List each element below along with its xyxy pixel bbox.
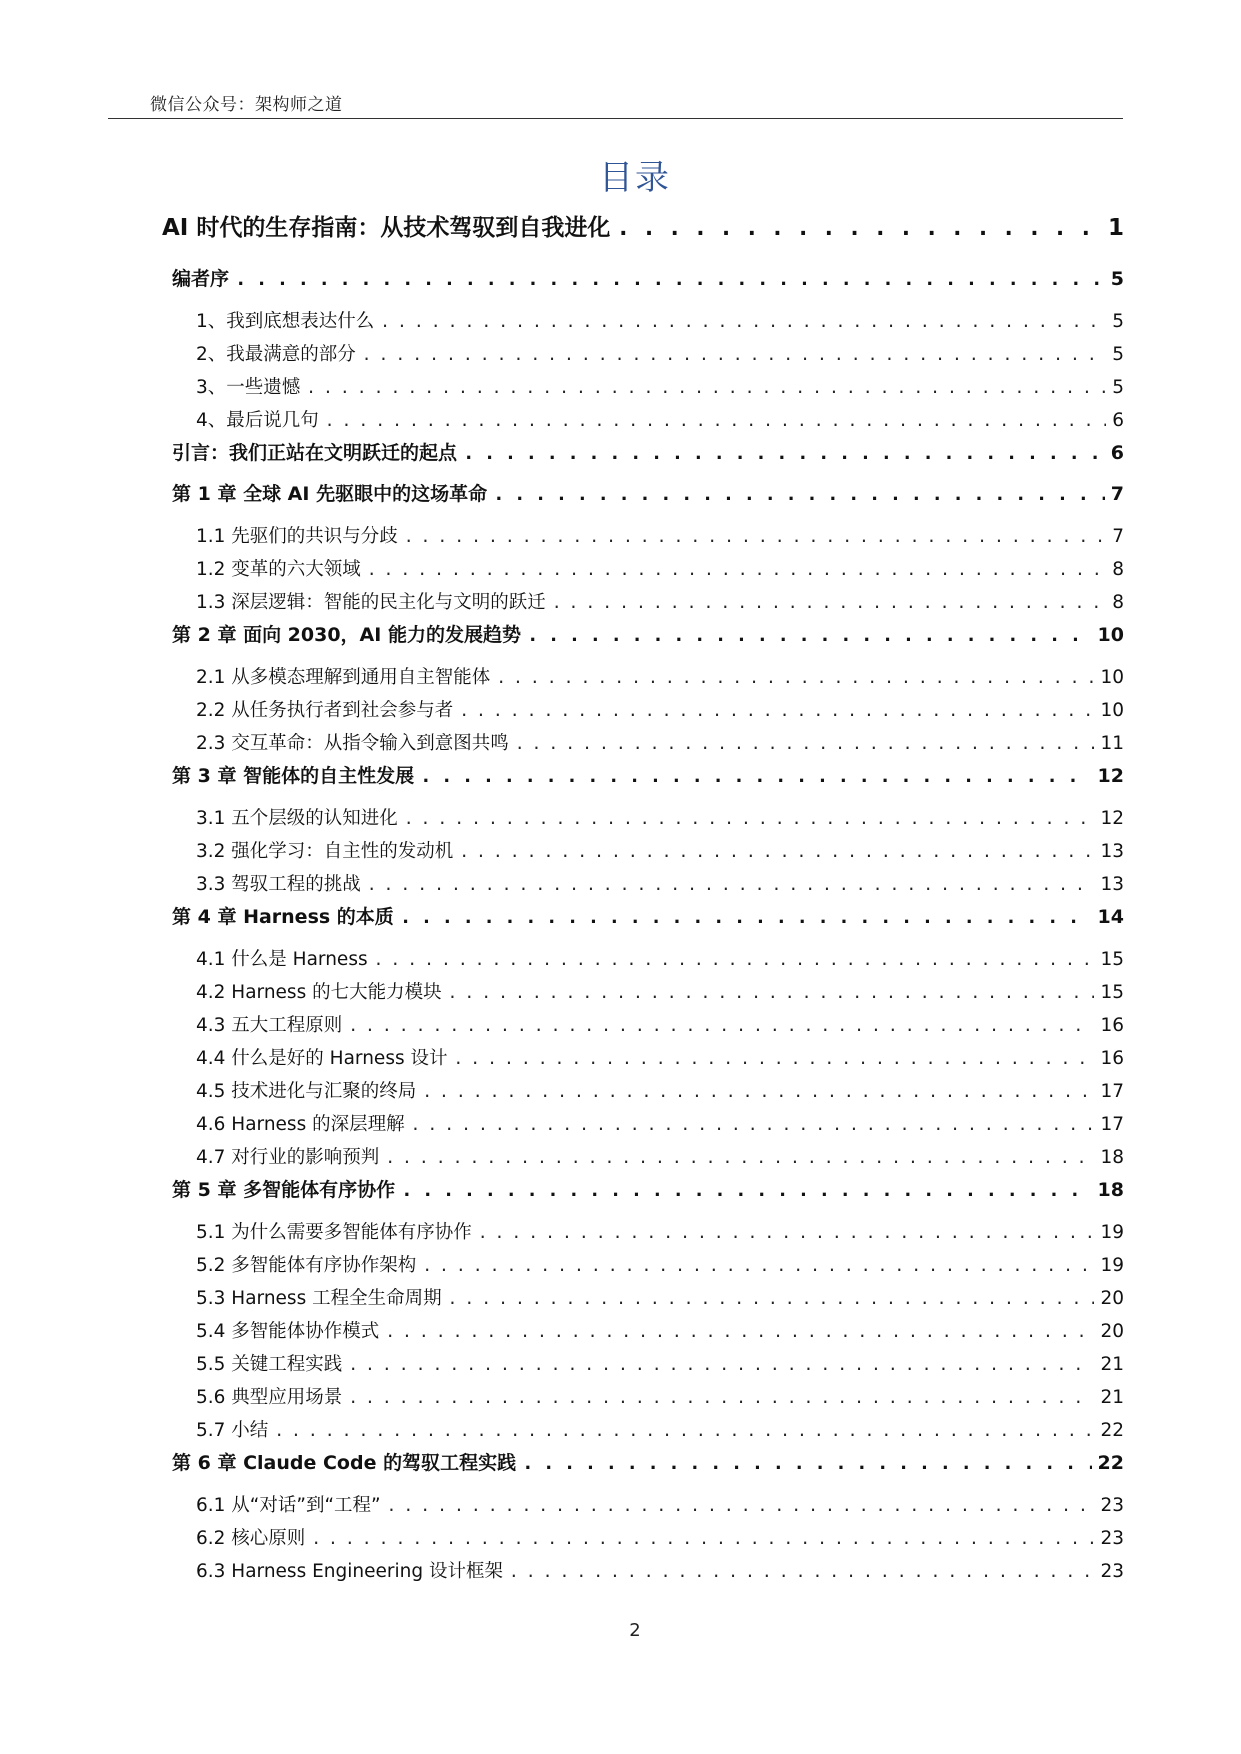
toc-entry-page: 21 bbox=[1100, 1353, 1124, 1375]
toc-entry-label: 第 5 章 多智能体有序协作 bbox=[172, 1179, 396, 1201]
toc-entry-page: 18 bbox=[1100, 1146, 1124, 1168]
toc-entry[interactable] bbox=[196, 978, 1124, 1004]
toc-entry[interactable] bbox=[196, 406, 1124, 432]
toc-dot-leader bbox=[422, 1082, 1094, 1101]
toc-dot-leader bbox=[348, 1388, 1094, 1407]
toc-entry-page: 20 bbox=[1100, 1287, 1124, 1309]
toc-entry-label: 4.2 Harness 的七大能力模块 bbox=[196, 981, 442, 1003]
toc-entry-label: 6.2 核心原则 bbox=[196, 1527, 306, 1549]
toc-entry-label: 5.1 为什么需要多智能体有序协作 bbox=[196, 1221, 472, 1243]
toc-entry[interactable] bbox=[196, 804, 1124, 830]
toc-entry[interactable] bbox=[196, 1383, 1124, 1409]
toc-entry[interactable] bbox=[196, 945, 1124, 971]
toc-dot-leader bbox=[522, 1452, 1091, 1474]
toc-entry-label: 4.6 Harness 的深层理解 bbox=[196, 1113, 405, 1135]
toc-entry[interactable] bbox=[196, 1491, 1124, 1517]
toc-entry-label: 5.7 小结 bbox=[196, 1419, 269, 1441]
header-text: 微信公众号：架构师之道 bbox=[150, 95, 343, 115]
toc-entry[interactable] bbox=[196, 696, 1124, 722]
toc-entry-page: 16 bbox=[1100, 1047, 1124, 1069]
toc-entry-page: 20 bbox=[1100, 1320, 1124, 1342]
toc-entry-page: 8 bbox=[1112, 558, 1124, 580]
toc-dot-leader bbox=[374, 950, 1095, 969]
toc-dot-leader bbox=[367, 560, 1106, 579]
toc-entry-label: 第 1 章 全球 AI 先驱眼中的这场革命 bbox=[172, 483, 488, 505]
toc-entry[interactable] bbox=[162, 209, 1124, 242]
toc-entry-page: 15 bbox=[1100, 948, 1124, 970]
toc-entry-label: 1.2 变革的六大领域 bbox=[196, 558, 361, 580]
toc-entry-page: 6 bbox=[1110, 442, 1124, 464]
toc-entry-label: 2.1 从多模态理解到通用自主智能体 bbox=[196, 666, 491, 688]
toc-entry-label: 4.5 技术进化与汇聚的终局 bbox=[196, 1080, 417, 1102]
toc-entry-page: 7 bbox=[1112, 525, 1124, 547]
toc-entry-label: 6.3 Harness Engineering 设计框架 bbox=[196, 1560, 503, 1582]
toc-entry[interactable] bbox=[196, 373, 1124, 399]
toc-entry[interactable] bbox=[196, 1143, 1124, 1169]
toc-entry[interactable] bbox=[172, 264, 1124, 291]
toc-entry-label: 5.3 Harness 工程全生命周期 bbox=[196, 1287, 442, 1309]
toc-dot-leader bbox=[404, 527, 1106, 546]
toc-title: 目录 bbox=[599, 158, 671, 198]
toc-dot-leader bbox=[380, 312, 1106, 331]
toc-entry-label: 引言：我们正站在文明跃迁的起点 bbox=[172, 442, 458, 464]
toc-entry-label: 2、我最满意的部分 bbox=[196, 343, 356, 365]
toc-entry-page: 23 bbox=[1100, 1494, 1124, 1516]
toc-entry-page: 13 bbox=[1100, 840, 1124, 862]
toc-entry-page: 10 bbox=[1100, 666, 1124, 688]
toc-entry[interactable] bbox=[196, 1350, 1124, 1376]
toc-dot-leader bbox=[274, 1421, 1094, 1440]
toc-entry-label: 1.1 先驱们的共识与分歧 bbox=[196, 525, 398, 547]
toc-entry[interactable] bbox=[196, 522, 1124, 548]
toc-entry[interactable] bbox=[196, 870, 1124, 896]
toc-entry[interactable] bbox=[172, 620, 1124, 647]
toc-dot-leader bbox=[311, 1529, 1094, 1548]
toc-entry-page: 5 bbox=[1112, 343, 1124, 365]
toc-entry[interactable] bbox=[172, 902, 1124, 929]
toc-dot-leader bbox=[422, 1256, 1094, 1275]
toc-entry[interactable] bbox=[196, 1218, 1124, 1244]
toc-entry-page: 13 bbox=[1100, 873, 1124, 895]
toc-entry-page: 16 bbox=[1100, 1014, 1124, 1036]
toc-entry[interactable] bbox=[196, 555, 1124, 581]
toc-entry[interactable] bbox=[196, 340, 1124, 366]
toc-dot-leader bbox=[306, 378, 1106, 397]
toc-entry-label: 第 6 章 Claude Code 的驾驭工程实践 bbox=[172, 1452, 517, 1474]
toc-dot-leader bbox=[459, 701, 1094, 720]
toc-entry-page: 10 bbox=[1097, 624, 1124, 646]
toc-entry-label: 第 4 章 Harness 的本质 bbox=[172, 906, 394, 928]
toc-dot-leader bbox=[362, 345, 1106, 364]
toc-dot-leader bbox=[348, 1355, 1094, 1374]
toc-dot-leader bbox=[448, 1289, 1095, 1308]
toc-entry-label: 5.5 关键工程实践 bbox=[196, 1353, 343, 1375]
toc-entry[interactable] bbox=[196, 1284, 1124, 1310]
toc-dot-leader bbox=[527, 624, 1092, 646]
toc-entry[interactable] bbox=[196, 1416, 1124, 1442]
toc-entry-label: 4.4 什么是好的 Harness 设计 bbox=[196, 1047, 448, 1069]
toc-entry-page: 12 bbox=[1097, 765, 1124, 787]
toc-entry[interactable] bbox=[196, 588, 1124, 614]
toc-entry[interactable] bbox=[172, 1448, 1124, 1475]
toc-entry-page: 7 bbox=[1110, 483, 1124, 505]
toc-entry-page: 1 bbox=[1107, 215, 1124, 241]
toc-dot-leader bbox=[387, 1496, 1095, 1515]
toc-entry-page: 21 bbox=[1100, 1386, 1124, 1408]
toc-entry-label: 5.4 多智能体协作模式 bbox=[196, 1320, 380, 1342]
toc-entry-label: 5.2 多智能体有序协作架构 bbox=[196, 1254, 417, 1276]
toc-entry-label: 第 2 章 面向 2030，AI 能力的发展趋势 bbox=[172, 624, 521, 646]
toc-entry-page: 22 bbox=[1100, 1419, 1124, 1441]
toc-dot-leader bbox=[400, 906, 1092, 928]
toc-entry-label: 4.1 什么是 Harness bbox=[196, 948, 368, 970]
toc-dot-leader bbox=[509, 1562, 1094, 1581]
toc-entry-page: 17 bbox=[1100, 1113, 1124, 1135]
toc-entry-label: 第 3 章 智能体的自主性发展 bbox=[172, 765, 415, 787]
toc-dot-leader bbox=[496, 668, 1094, 687]
toc-entry-page: 5 bbox=[1110, 268, 1124, 290]
toc-dot-leader bbox=[420, 765, 1091, 787]
toc-entry[interactable] bbox=[196, 1011, 1124, 1037]
toc-dot-leader bbox=[385, 1322, 1094, 1341]
toc-entry-page: 11 bbox=[1100, 732, 1124, 754]
toc-entry-page: 15 bbox=[1100, 981, 1124, 1003]
toc-entry-label: 1、我到底想表达什么 bbox=[196, 310, 375, 332]
toc-entry-page: 18 bbox=[1097, 1179, 1124, 1201]
toc-entry-label: 2.2 从任务执行者到社会参与者 bbox=[196, 699, 454, 721]
toc-entry[interactable] bbox=[196, 1077, 1124, 1103]
toc-entry-page: 23 bbox=[1100, 1527, 1124, 1549]
toc-entry-page: 5 bbox=[1112, 376, 1124, 398]
toc-dot-leader bbox=[459, 842, 1094, 861]
toc-dot-leader bbox=[493, 483, 1105, 505]
toc-entry-label: 3.3 驾驭工程的挑战 bbox=[196, 873, 361, 895]
toc-entry-page: 23 bbox=[1100, 1560, 1124, 1582]
toc-dot-leader bbox=[235, 268, 1105, 290]
toc-dot-leader bbox=[325, 411, 1106, 430]
toc-entry-page: 8 bbox=[1112, 591, 1124, 613]
toc-entry-label: 编者序 bbox=[172, 268, 230, 290]
toc-entry-page: 17 bbox=[1100, 1080, 1124, 1102]
toc-dot-leader bbox=[453, 1049, 1094, 1068]
toc-entry-page: 22 bbox=[1097, 1452, 1124, 1474]
toc-entry-page: 19 bbox=[1100, 1254, 1124, 1276]
toc-entry-label: 4、最后说几句 bbox=[196, 409, 319, 431]
toc-entry-label: 3.1 五个层级的认知进化 bbox=[196, 807, 398, 829]
toc-entry-label: 5.6 典型应用场景 bbox=[196, 1386, 343, 1408]
toc-dot-leader bbox=[385, 1148, 1094, 1167]
toc-dot-leader bbox=[401, 1179, 1091, 1201]
toc-entry[interactable] bbox=[172, 761, 1124, 788]
toc-entry-page: 5 bbox=[1112, 310, 1124, 332]
page-number: 2 bbox=[629, 1620, 641, 1641]
toc-entry[interactable] bbox=[196, 729, 1124, 755]
toc-entry-page: 14 bbox=[1097, 906, 1124, 928]
toc-entry-label: 2.3 交互革命：从指令输入到意图共鸣 bbox=[196, 732, 509, 754]
toc-entry-page: 19 bbox=[1100, 1221, 1124, 1243]
toc-entry-label: 6.1 从“对话”到“工程” bbox=[196, 1494, 381, 1516]
toc-entry[interactable] bbox=[196, 1110, 1124, 1136]
toc-entry-page: 10 bbox=[1100, 699, 1124, 721]
toc-entry[interactable] bbox=[196, 1251, 1124, 1277]
toc-entry[interactable] bbox=[196, 1557, 1124, 1583]
toc-entry-label: AI 时代的生存指南：从技术驾驭到自我进化 bbox=[162, 215, 611, 241]
toc-entry-label: 3、一些遗憾 bbox=[196, 376, 301, 398]
toc-dot-leader bbox=[478, 1223, 1095, 1242]
toc-entry[interactable] bbox=[196, 307, 1124, 333]
toc-entry-label: 1.3 深层逻辑：智能的民主化与文明的跃迁 bbox=[196, 591, 546, 613]
toc-entry[interactable] bbox=[196, 1044, 1124, 1070]
toc-dot-leader bbox=[616, 215, 1102, 241]
toc-dot-leader bbox=[367, 875, 1095, 894]
toc-dot-leader bbox=[463, 442, 1105, 464]
toc-entry-label: 3.2 强化学习：自主性的发动机 bbox=[196, 840, 454, 862]
toc-dot-leader bbox=[404, 809, 1095, 828]
toc-entry[interactable] bbox=[172, 1175, 1124, 1202]
toc-entry-page: 6 bbox=[1112, 409, 1124, 431]
toc-dot-leader bbox=[348, 1016, 1094, 1035]
toc-dot-leader bbox=[515, 734, 1095, 753]
toc-entry-label: 4.7 对行业的影响预判 bbox=[196, 1146, 380, 1168]
toc-dot-leader bbox=[552, 593, 1106, 612]
toc-entry-page: 12 bbox=[1100, 807, 1124, 829]
toc-entry[interactable] bbox=[172, 438, 1124, 465]
toc-entry[interactable] bbox=[196, 837, 1124, 863]
toc-entry-label: 4.3 五大工程原则 bbox=[196, 1014, 343, 1036]
toc-entry[interactable] bbox=[196, 1524, 1124, 1550]
toc-dot-leader bbox=[448, 983, 1095, 1002]
toc-dot-leader bbox=[411, 1115, 1095, 1134]
toc-entry[interactable] bbox=[196, 1317, 1124, 1343]
toc-entry[interactable] bbox=[172, 479, 1124, 506]
toc-entry[interactable] bbox=[196, 663, 1124, 689]
